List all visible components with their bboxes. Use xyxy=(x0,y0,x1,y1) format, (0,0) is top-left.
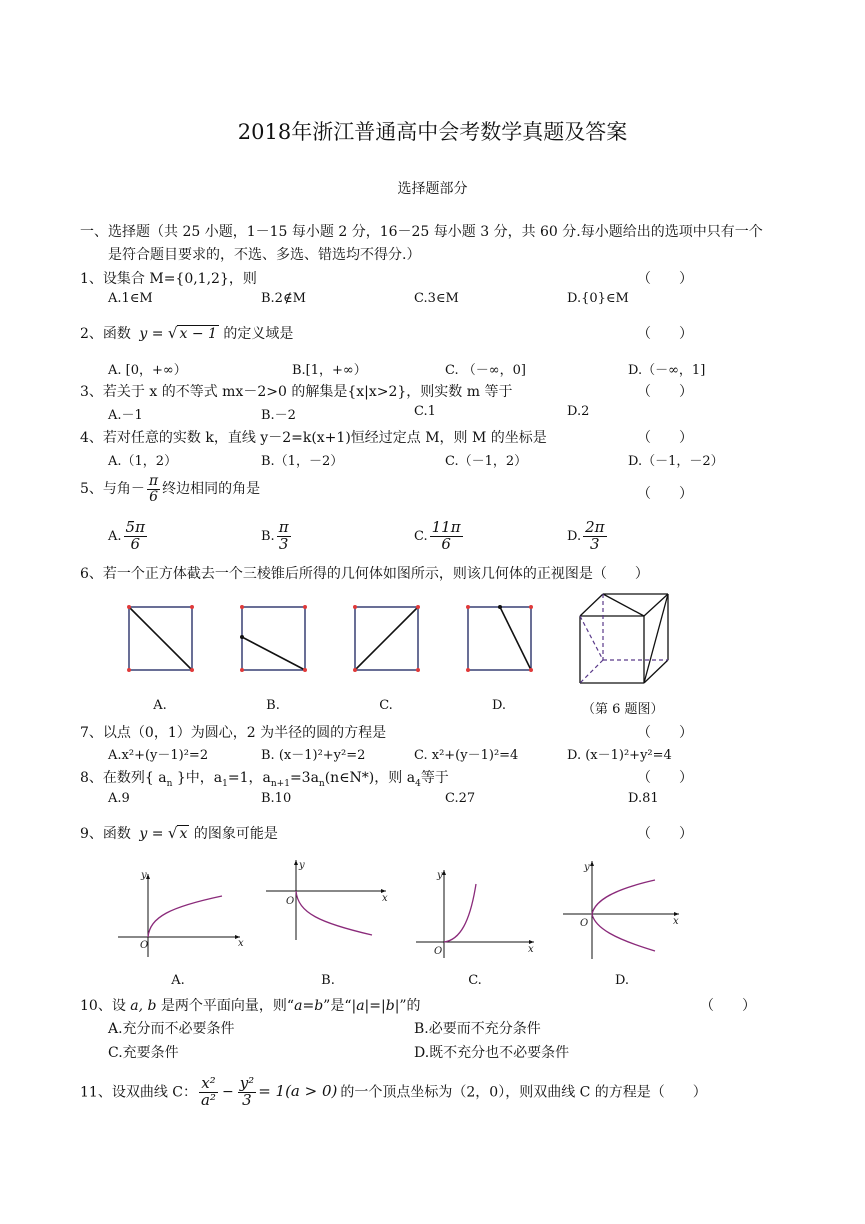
q6-label-b: B. xyxy=(266,698,280,713)
q7-option-b: B. (x－1)²+y²=2 xyxy=(261,748,366,763)
q8-option-b: B.10 xyxy=(261,791,292,806)
q9-graph-b xyxy=(262,855,392,945)
q5-option-c: C. $\frac{11\pi}{6}$ xyxy=(414,518,461,553)
question-2-text: 2、函数 y = √ x − 1 的定义域是 xyxy=(80,324,294,342)
q2-option-c: C. （－∞，0] xyxy=(445,363,526,378)
q10-option-d: D.既不充分也不必要条件 xyxy=(414,1045,570,1061)
answer-paren: （ ） xyxy=(637,430,693,446)
q6-figure-b xyxy=(233,598,313,678)
question-3-text: 3、若关于 x 的不等式 mx－2>0 的解集是{x|x>2}，则实数 m 等于 xyxy=(80,384,513,400)
q9-label-b: B. xyxy=(321,973,335,988)
origin-label: O xyxy=(434,946,443,957)
q9-graph-d xyxy=(555,855,685,965)
question-1-text: 1、设集合 M={0,1,2}，则 xyxy=(80,271,257,287)
q2-option-d: D.（－∞，1] xyxy=(628,363,706,378)
q1-option-a: A.1∈M xyxy=(108,291,153,306)
q4-option-b: B.（1，－2） xyxy=(261,454,344,469)
q7-option-d: D. (x－1)²+y²=4 xyxy=(567,748,672,763)
answer-paren: （ ） xyxy=(637,486,693,502)
y-axis-label: y xyxy=(141,870,147,881)
q9-graph-a xyxy=(110,862,250,962)
question-7-text: 7、以点（0，1）为圆心，2 为半径的圆的方程是 xyxy=(80,725,387,741)
q5-option-a: A. $\frac{5\pi}{6}$ xyxy=(108,518,145,553)
q4-option-c: C.（－1，2） xyxy=(445,454,528,469)
q2-option-a: A. [0，+∞） xyxy=(108,363,187,378)
answer-paren: （ ） xyxy=(700,998,756,1014)
answer-paren: （ ） xyxy=(637,326,693,342)
q3-option-c: C.1 xyxy=(414,404,436,419)
q6-figure-c xyxy=(346,598,426,678)
q1-option-c: C.3∈M xyxy=(414,291,459,306)
origin-label: O xyxy=(286,896,295,907)
q10-option-b: B.必要而不充分条件 xyxy=(414,1021,541,1037)
question-6-text: 6、若一个正方体截去一个三棱锥后所得的几何体如图所示，则该几何体的正视图是（ ） xyxy=(80,566,649,582)
q8-option-d: D.81 xyxy=(628,791,659,806)
section-title: 选择题部分 xyxy=(397,181,468,197)
question-10-text: 10、设 a, b 是两个平面向量，则“a=b”是“|a|=|b|”的 xyxy=(80,998,421,1014)
q10-option-c: C.充要条件 xyxy=(108,1045,179,1061)
q8-option-a: A.9 xyxy=(108,791,130,806)
question-11-text: 11、设双曲线 C： $\frac{\text{x²}}{\text{a²}}$ − $\frac{\text{y²}}{3}$ = 1(a > 0) 的一个顶点坐标为（2，0），则双曲线 C 的方程是（ ） xyxy=(80,1074,707,1109)
q7-option-a: A.x²+(y－1)²=2 xyxy=(108,748,209,763)
q6-figure-caption: （第 6 题图） xyxy=(582,702,664,717)
question-9-text: 9、函数 y = √ x 的图象可能是 xyxy=(80,824,278,842)
q9-graph-c xyxy=(410,862,540,962)
x-axis-label: x xyxy=(382,893,388,904)
y-axis-label: y xyxy=(584,862,590,873)
q3-option-b: B.－2 xyxy=(261,408,296,423)
q6-label-a: A. xyxy=(153,698,167,713)
answer-paren: （ ） xyxy=(637,271,693,287)
q5-fraction: $\frac{\pi}{6}$ xyxy=(148,473,159,505)
y-axis-label: y xyxy=(299,860,305,871)
origin-label: O xyxy=(580,918,589,929)
answer-paren: （ ） xyxy=(637,826,693,842)
question-5-text: 5、与角－ $\frac{\pi}{6}$ 终边相同的角是 xyxy=(80,473,261,505)
question-4-text: 4、若对任意的实数 k，直线 y－2=k(x+1)恒经过定点 M，则 M 的坐标是 xyxy=(80,430,547,446)
x-axis-label: x xyxy=(673,916,679,927)
q6-figure-a xyxy=(120,598,200,678)
q8-option-c: C.27 xyxy=(445,791,476,806)
x-axis-label: x xyxy=(238,938,244,949)
q1-option-b: B.2∉M xyxy=(261,291,306,306)
q4-option-d: D.（－1，－2） xyxy=(628,454,724,469)
q5-option-d: D. $\frac{2\pi}{3}$ xyxy=(567,518,605,553)
question-8-text: 8、在数列{ $a_n$ }中，$a_1=1$，$a_{n+1}=3a_n(n\in N*)$，则 $a_4$等于 xyxy=(80,770,449,789)
q9-label-c: C. xyxy=(468,973,482,988)
q9-label-a: A. xyxy=(171,973,185,988)
answer-paren: （ ） xyxy=(637,770,693,786)
q3-option-d: D.2 xyxy=(567,404,590,419)
y-axis-label: y xyxy=(437,870,443,881)
q6-label-c: C. xyxy=(379,698,393,713)
q6-solid-figure xyxy=(570,586,680,690)
x-axis-label: x xyxy=(528,944,534,955)
q1-option-d: D.{0}∈M xyxy=(567,291,629,306)
answer-paren: （ ） xyxy=(637,725,693,741)
q6-figure-d xyxy=(459,598,539,678)
q7-option-c: C. x²+(y－1)²=4 xyxy=(414,748,519,763)
q2-option-b: B.[1，+∞） xyxy=(292,363,367,378)
q5-option-b: B. $\frac{\pi}{3}$ xyxy=(261,518,289,553)
answer-paren: （ ） xyxy=(637,384,693,400)
q6-label-d: D. xyxy=(491,698,507,713)
q4-option-a: A.（1，2） xyxy=(108,454,178,469)
page-title: 2018年浙江普通高中会考数学真题及答案 xyxy=(237,120,628,144)
instructions-line-1: 一、选择题（共 25 小题，1－15 每小题 2 分，16－25 每小题 3 分，共 60 分.每小题给出的选项中只有一个 xyxy=(80,224,763,240)
q9-label-d: D. xyxy=(614,973,630,988)
origin-label: O xyxy=(140,940,149,951)
q10-option-a: A.充分而不必要条件 xyxy=(108,1021,235,1037)
q3-option-a: A.－1 xyxy=(108,408,143,423)
instructions-line-2: 是符合题目要求的，不选、多选、错选均不得分.） xyxy=(108,247,421,263)
